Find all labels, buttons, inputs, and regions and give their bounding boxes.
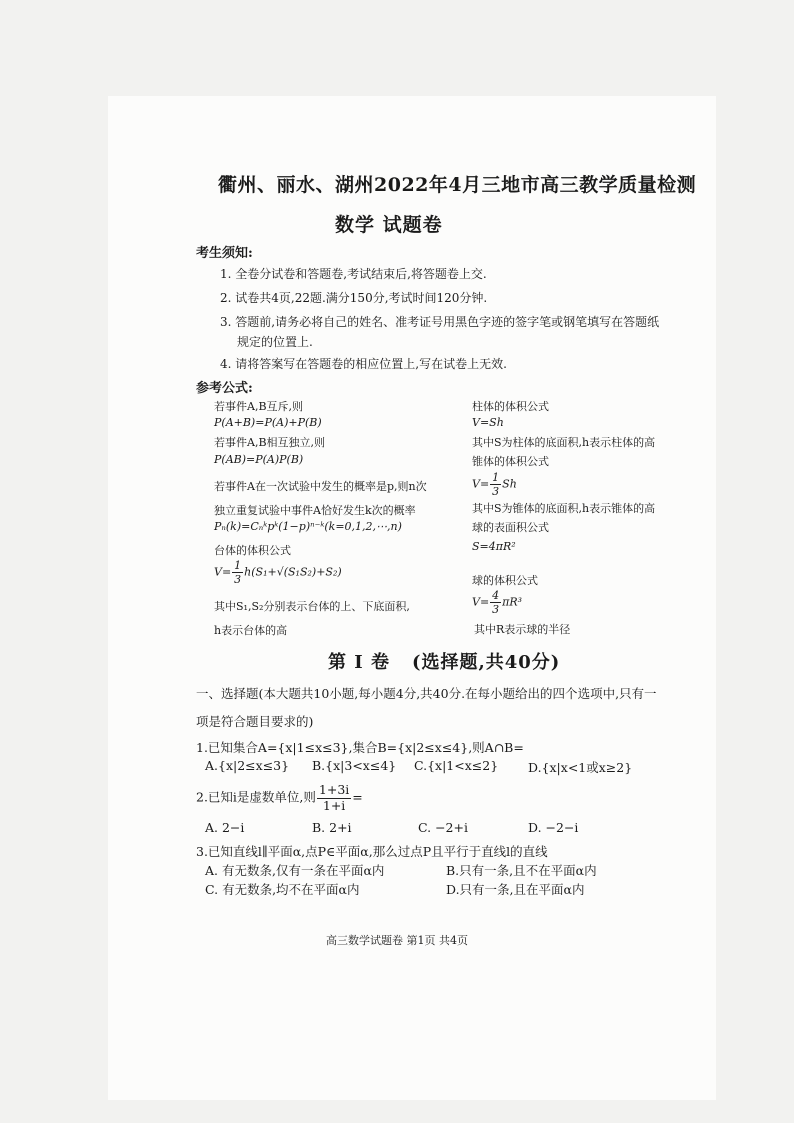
part-title: 第 Ⅰ 卷 (选择题,共40分): [328, 652, 561, 673]
formula-frustum-label: 台体的体积公式: [214, 544, 291, 557]
notice-item-1: 1. 全卷分试卷和答题卷,考试结束后,将答题卷上交.: [220, 267, 487, 281]
formula-cone: V= $\frac{1}{3}$ Sh: [472, 471, 517, 498]
frustum-fraction: $\frac{1}{3}$: [234, 559, 242, 586]
cone-fraction: $\frac{1}{3}$: [492, 471, 500, 498]
question-3-stem: 3.已知直线l∥平面α,点P∈平面α,那么过点P且平行于直线l的直线: [196, 844, 548, 859]
question-1-option-a: A.{x|2≤x≤3}: [205, 758, 290, 773]
formula-frustum: V= $\frac{1}{3}$ h(S₁+√(S₁S₂)+S₂): [214, 559, 342, 586]
exam-title: 衢州、丽水、湖州2022年4月三地市高三教学质量检测: [218, 174, 697, 196]
notice-item-3-cont: 规定的位置上.: [237, 335, 313, 349]
formula-sphere-area-label: 球的表面积公式: [472, 521, 549, 534]
formula-indep-label: 若事件A,B相互独立,则: [214, 436, 326, 449]
formulas-heading: 参考公式:: [196, 381, 253, 396]
formula-mutex: P(A+B)=P(A)+P(B): [214, 416, 322, 429]
formula-binom-line2: 独立重复试验中事件A恰好发生k次的概率: [214, 504, 416, 517]
exam-subtitle: 数学 试题卷: [335, 214, 443, 236]
question-1-stem: 1.已知集合A={x|1≤x≤3},集合B={x|2≤x≤4},则A∩B=: [196, 740, 524, 755]
notice-item-3: 3. 答题前,请务必将自己的姓名、准考证号用黑色字迹的签字笔或钢笔填写在答题纸: [220, 315, 660, 329]
formula-frustum-note2: h表示台体的高: [214, 624, 288, 637]
question-1-option-b: B.{x|3<x≤4}: [312, 758, 397, 773]
formula-cone-label: 锥体的体积公式: [472, 455, 549, 468]
question-2-option-b: B. 2+i: [312, 820, 352, 835]
formula-sphere-vol-label: 球的体积公式: [472, 574, 538, 587]
question-3-option-a: A. 有无数条,仅有一条在平面α内: [205, 863, 385, 878]
section-intro-line2: 项是符合题目要求的): [196, 714, 314, 729]
sphere-fraction: $\frac{4}{3}$: [492, 589, 500, 616]
question-2-option-c: C. −2+i: [418, 820, 468, 835]
notice-item-4: 4. 请将答案写在答题卷的相应位置上,写在试卷上无效.: [220, 357, 507, 371]
notice-item-2: 2. 试卷共4页,22题.满分150分,考试时间120分钟.: [220, 291, 488, 305]
question-1-option-d: D.{x|x<1或x≥2}: [528, 760, 633, 775]
formula-sphere-note: 其中R表示球的半径: [474, 623, 571, 636]
formula-binom-line1: 若事件A在一次试验中发生的概率是p,则n次: [214, 480, 427, 493]
question-3-option-c: C. 有无数条,均不在平面α内: [205, 882, 360, 897]
question-2-stem: 2.已知i是虚数单位,则 $\frac{1+3i}{1+i}$ =: [196, 782, 363, 813]
formula-frustum-note1: 其中S₁,S₂分别表示台体的上、下底面积,: [214, 600, 410, 613]
section-intro-line1: 一、选择题(本大题共10小题,每小题4分,共40分.在每小题给出的四个选项中,只有一: [196, 686, 657, 701]
formula-indep: P(AB)=P(A)P(B): [214, 453, 304, 466]
question-1-option-c: C.{x|1<x≤2}: [414, 758, 499, 773]
formula-binom: Pₙ(k)=Cₙᵏpᵏ(1−p)ⁿ⁻ᵏ(k=0,1,2,⋯,n): [214, 520, 402, 533]
question-2-option-a: A. 2−i: [205, 820, 245, 835]
formula-prism-note: 其中S为柱体的底面积,h表示柱体的高: [472, 436, 656, 449]
formula-prism-label: 柱体的体积公式: [472, 400, 549, 413]
formula-mutex-label: 若事件A,B互斥,则: [214, 400, 304, 413]
formula-prism: V=Sh: [472, 416, 504, 429]
question-2-fraction: $\frac{1+3i}{1+i}$: [318, 782, 350, 813]
question-3-option-b: B.只有一条,且不在平面α内: [446, 863, 597, 878]
notice-heading: 考生须知:: [196, 246, 253, 261]
formula-sphere-vol: V= $\frac{4}{3}$ πR³: [472, 589, 523, 616]
page-footer: 高三数学试题卷 第1页 共4页: [326, 934, 468, 947]
question-3-option-d: D.只有一条,且在平面α内: [446, 882, 585, 897]
question-2-option-d: D. −2−i: [528, 820, 579, 835]
formula-sphere-area: S=4πR²: [472, 540, 516, 553]
formula-cone-note: 其中S为锥体的底面积,h表示锥体的高: [472, 502, 656, 515]
